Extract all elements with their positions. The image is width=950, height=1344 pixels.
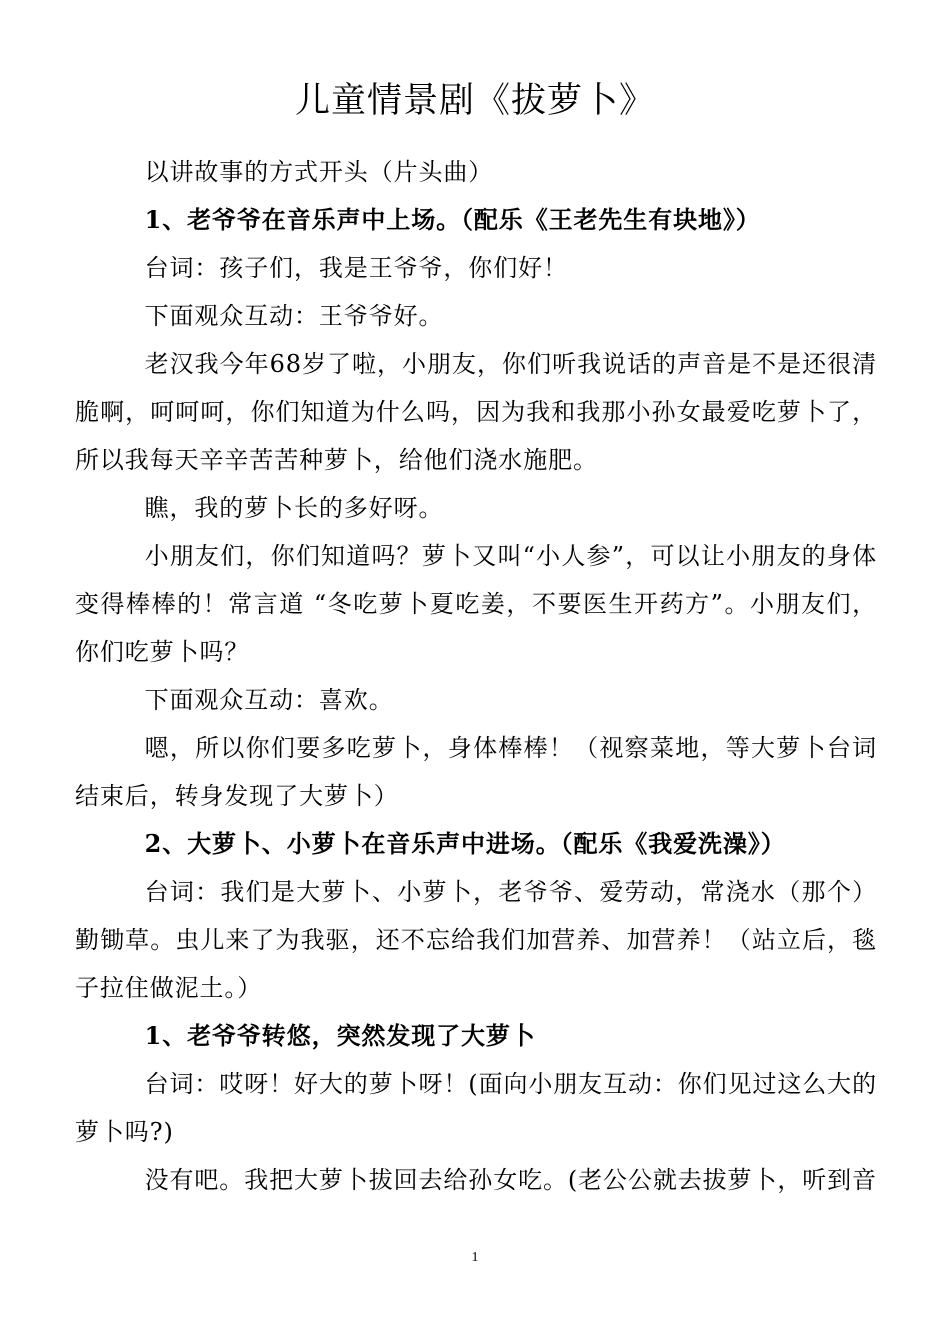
paragraph-opening: 以讲故事的方式开头（片头曲） bbox=[144, 158, 494, 186]
paragraph-audience-reply: 下面观众互动：喜欢。 bbox=[144, 686, 394, 714]
paragraph-big-radish: 台词：哎呀！好大的萝卜呀！(面向小朋友互动：你们见过这么大的萝卜吗?) bbox=[75, 1070, 877, 1146]
paragraph-dialogue: 台词：孩子们，我是王爷爷，你们好！ bbox=[144, 254, 568, 282]
paragraph-audience-interaction: 下面观众互动：王爷爷好。 bbox=[144, 302, 444, 330]
paragraph-grandpa-speech: 老汉我今年68岁了啦，小朋友，你们听我说话的声音是不是还很清脆啊，呵呵呵，你们知道为什么吗，因为我和我那小孙女最爱吃萝卜了，所以我每天辛辛苦苦种萝卜，给他们浇水施肥。 bbox=[75, 350, 877, 474]
section-heading-grandpa-enters: 1、老爷爷在音乐声中上场。（配乐《王老先生有块地》） bbox=[144, 205, 761, 234]
page-number: 1 bbox=[471, 1250, 479, 1265]
paragraph-eat-radish: 嗯，所以你们要多吃萝卜，身体棒棒！（视察菜地，等大萝卜台词结束后，转身发现了大萝卜） bbox=[75, 734, 877, 810]
paragraph-look: 瞧，我的萝卜长的多好呀。 bbox=[144, 494, 444, 522]
paragraph-pull-radish: 没有吧。我把大萝卜拔回去给孙女吃。(老公公就去拔萝卜，听到音 bbox=[144, 1166, 877, 1194]
section-heading-discover-radish: 1、老爷爷转悠，突然发现了大萝卜 bbox=[144, 1021, 536, 1050]
document-title: 儿童情景剧《拔萝卜》 bbox=[294, 81, 655, 121]
document-body bbox=[75, 148, 877, 1204]
paragraph-radish-ginseng: 小朋友们，你们知道吗？萝卜又叫“小人参”，可以让小朋友的身体变得棒棒的！常言道 “冬吃萝卜夏吃姜，不要医生开药方”。小朋友们，你们吃萝卜吗？ bbox=[75, 542, 877, 666]
paragraph-radish-lines: 台词：我们是大萝卜、小萝卜，老爷爷、爱劳动，常浇水（那个）勤锄草。虫儿来了为我驱，还不忘给我们加营养、加营养！（站立后，毯子拉住做泥土。） bbox=[75, 878, 877, 1002]
section-heading-radishes-enter: 2、大萝卜、小萝卜在音乐声中进场。（配乐《我爱洗澡》） bbox=[144, 829, 786, 858]
